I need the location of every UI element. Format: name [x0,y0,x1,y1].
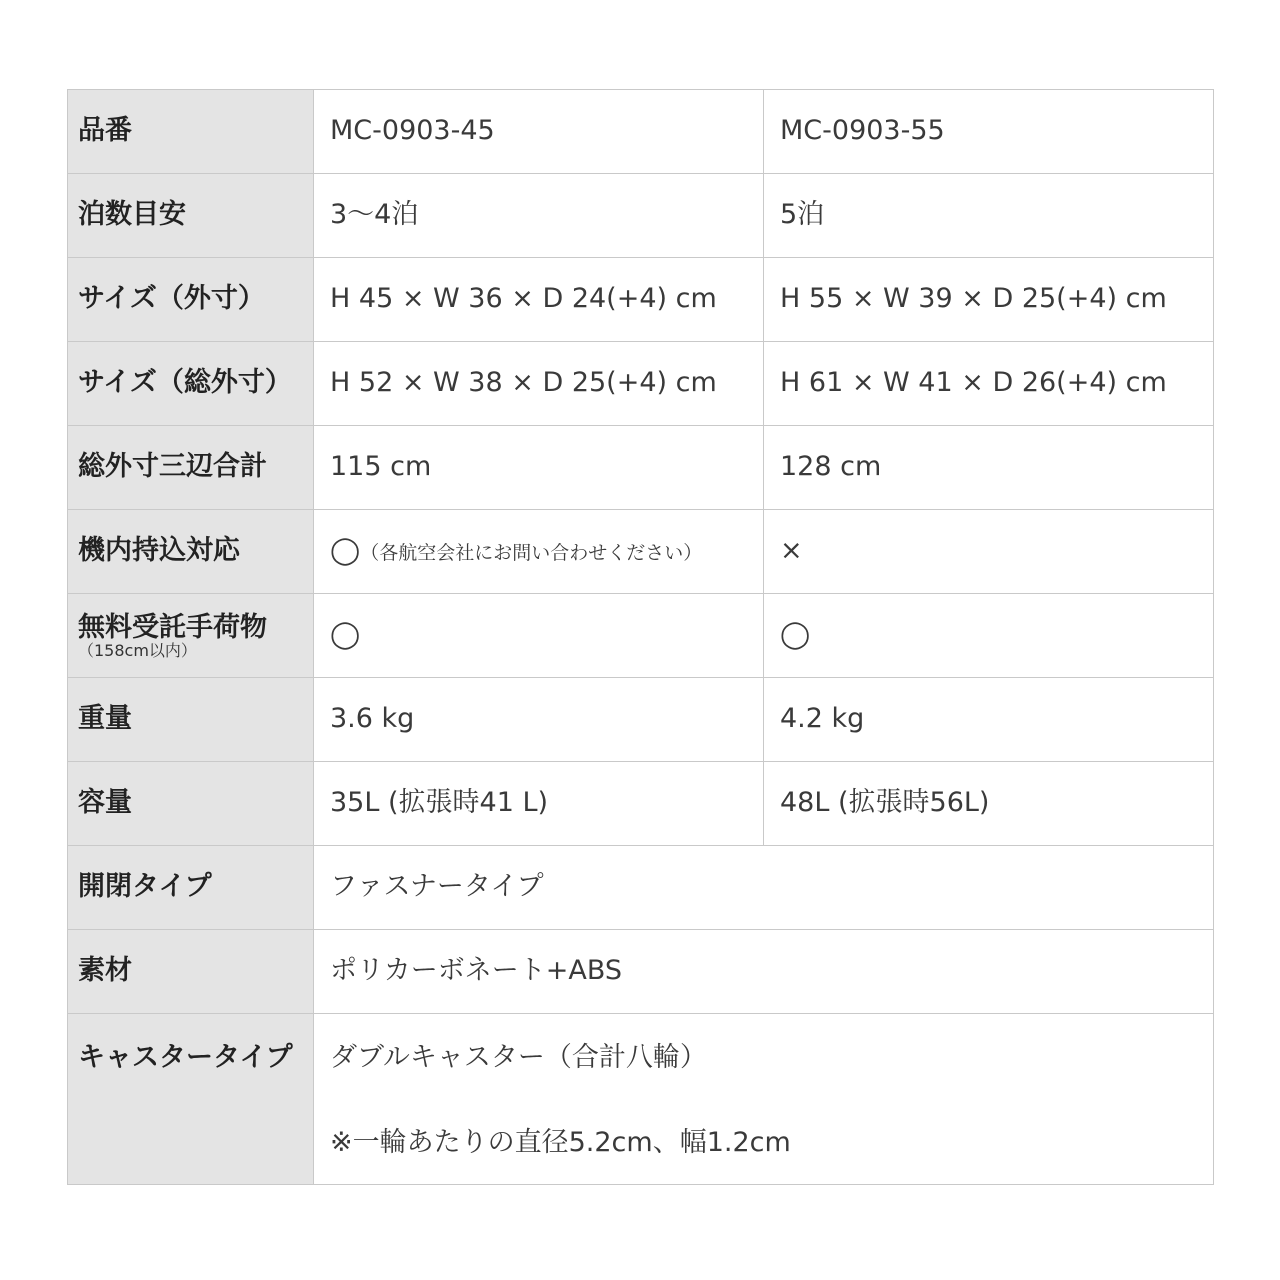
value-55: 48L (拡張時56L) [764,762,1214,846]
spec-row-size-outer [68,258,1214,342]
value-45 [314,510,764,594]
row-label: キャスタータイプ [68,1014,314,1185]
row-label: 品番 [68,90,314,174]
spec-table [67,89,1214,1185]
value-45: H 45 × W 36 × D 24(+4) cm [314,258,764,342]
row-label-text: 無料受託手荷物 [78,612,267,644]
value-55: H 55 × W 39 × D 25(+4) cm [764,258,1214,342]
spec-row-material [68,930,1214,1014]
value-shared [314,1014,1214,1185]
value-45: MC-0903-45 [314,90,764,174]
value-55: ◯ [764,594,1214,678]
value-55: × [764,510,1214,594]
value-shared: ファスナータイプ [314,846,1214,930]
row-label: サイズ（外寸） [68,258,314,342]
value-55: 128 cm [764,426,1214,510]
spec-row-model-number [68,90,1214,174]
row-label: 機内持込対応 [68,510,314,594]
value-55: 4.2 kg [764,678,1214,762]
spec-row-nights [68,174,1214,258]
row-sublabel: （158cm以内） [78,640,197,660]
value-45: 115 cm [314,426,764,510]
row-label: 容量 [68,762,314,846]
value-45: H 52 × W 38 × D 25(+4) cm [314,342,764,426]
caster-note: ※一輪あたりの直径5.2cm、幅1.2cm [330,1127,791,1158]
value-shared: ポリカーボネート+ABS [314,930,1214,1014]
circle-mark: ◯ [330,535,361,567]
caster-value: ダブルキャスター（合計八輪） [330,1042,707,1073]
value-55: H 61 × W 41 × D 26(+4) cm [764,342,1214,426]
row-label: 素材 [68,930,314,1014]
value-45: 35L (拡張時41 L) [314,762,764,846]
row-label [68,594,314,678]
value-55: 5泊 [764,174,1214,258]
spec-row-closure-type [68,846,1214,930]
spec-row-checked-baggage [68,594,1214,678]
spec-row-caster-type [68,1014,1214,1185]
spec-row-weight [68,678,1214,762]
row-label: 重量 [68,678,314,762]
row-label: 泊数目安 [68,174,314,258]
value-45: 3〜4泊 [314,174,764,258]
spec-row-size-total [68,342,1214,426]
value-45: 3.6 kg [314,678,764,762]
value-55: MC-0903-55 [764,90,1214,174]
spec-row-three-sides-sum [68,426,1214,510]
value-45: ◯ [314,594,764,678]
row-label: 総外寸三辺合計 [68,426,314,510]
row-label: 開閉タイプ [68,846,314,930]
carry-on-note: （各航空会社にお問い合わせください） [360,542,703,565]
spec-row-capacity [68,762,1214,846]
row-label: サイズ（総外寸） [68,342,314,426]
spec-row-carry-on [68,510,1214,594]
